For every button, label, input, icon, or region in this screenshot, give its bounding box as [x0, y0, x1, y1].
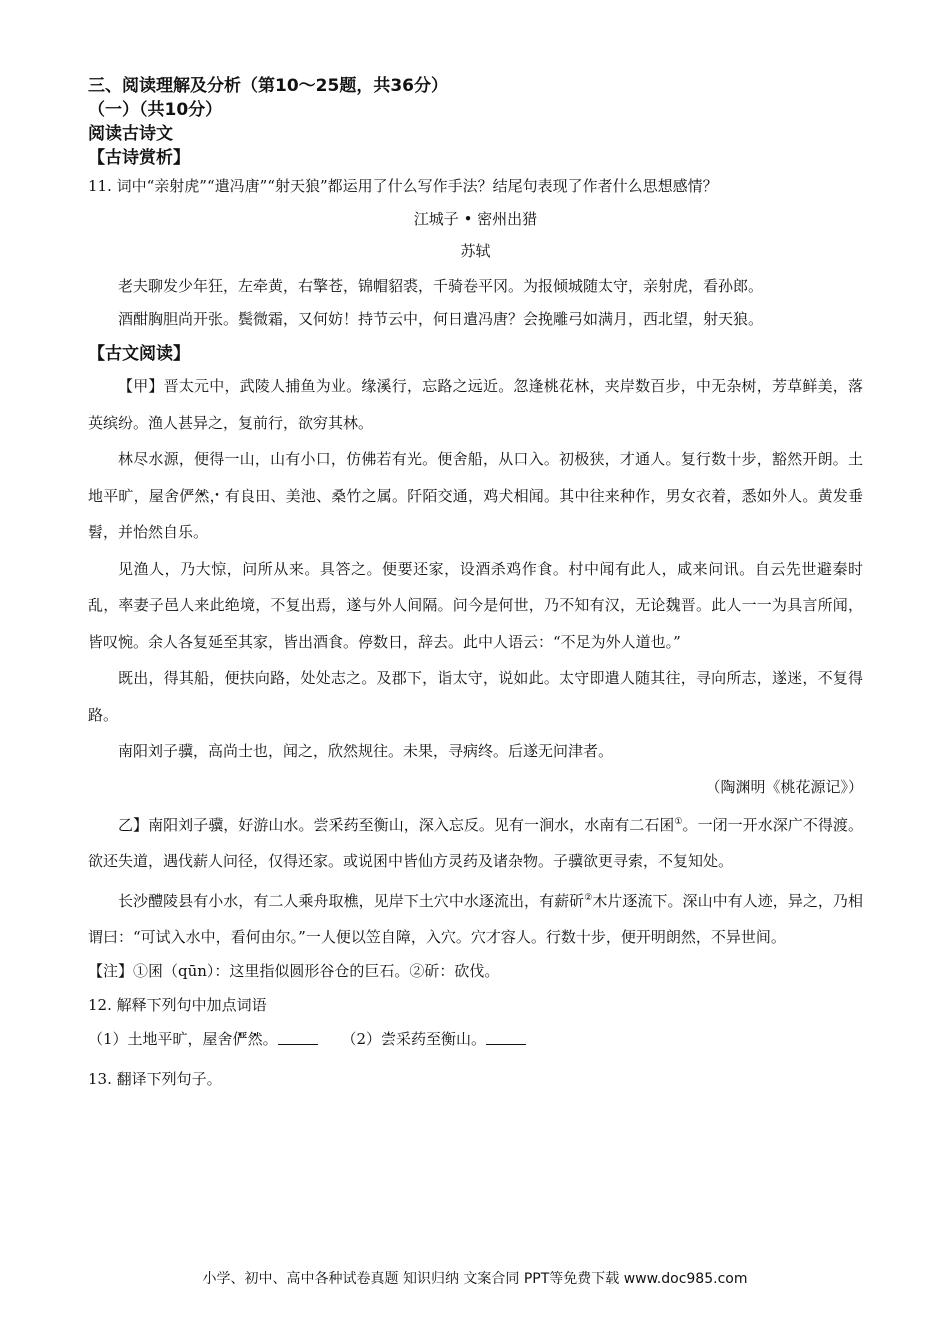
passage-jia [88, 368, 863, 804]
question-12-items: （1）土地平旷，屋舍• 俨• 然。 （2）• 尝采药至衡山。 [88, 1024, 863, 1054]
footnote-marker: ① [674, 816, 683, 827]
answer-blank[interactable] [486, 1030, 526, 1045]
poem-title: 江城子 • 密州出猎 [413, 210, 538, 228]
prose-heading: 【古文阅读】 [88, 344, 190, 364]
dotted-char: • 尝 [314, 816, 329, 834]
yi-paragraph-1: 乙】南阳刘子骥，好游山水。• 尝采药至衡山，深入忘反。见有一涧水，水南有二石囷①。一闭一开水深广不得渡。欲还失道，遇伐薪人问径，仅得还家。或说囷中皆仙方灵药及诸杂物。子骥欲更寻索，不复知处。 [88, 804, 863, 880]
jia-paragraph-2: 林尽水源，便得一山，山有小口，仿佛若有光。便舍船，从口入。初极狭，才通人。复行数十步，豁然开朗。土地平旷，屋舍• 俨• 然，有良田、美池、桑竹之属。阡陌交通，鸡犬相闻。其中往来种作，男女衣着，悉如外人。黄发垂髫，并怡然自乐。 [88, 441, 863, 551]
question-12: 12. 解释下列句中加点词语 [88, 995, 267, 1014]
page-footer: 小学、初中、高中各种试卷真题 知识归纳 文案合同 PPT等免费下载 www.doc985.com [202, 1271, 748, 1287]
part-title: （一）（共10分） [88, 100, 223, 120]
dotted-char: • 然 [248, 1030, 263, 1048]
document-page [88, 74, 863, 1094]
jia-paragraph-3: 见渔人，乃大惊，问所从来。具答之。便要还家，设酒杀鸡作食。村中闻有此人，咸来问讯。自云先世避秦时乱，率妻子邑人来此绝境，不复出焉，遂与外人间隔。问今是何世，乃不知有汉，无论魏晋。此人一一为具言所闻，皆叹惋。余人各复延至其家，皆出酒食。停数日，辞去。此中人语云：“不足为外人道也。” [88, 559, 863, 651]
question-13: 13. 翻译下列句子。 [88, 1069, 222, 1088]
poem-line-2: 酒酣胸胆尚开张。鬓微霜，又何妨！持节云中，何日遣冯唐？会挽雕弓如满月，西北望，射天狼。 [118, 310, 764, 328]
section-title: 三、阅读理解及分析（第10～25题，共36分） [88, 76, 448, 96]
question-11: 11. 词中“亲射虎”“遣冯唐”“射天狼”都运用了什么写作手法？结尾句表现了作者什么思想感情？ [88, 177, 718, 195]
dotted-char: • 尝 [381, 1030, 396, 1048]
passage-yi [88, 804, 863, 956]
footnote-marker: ② [584, 892, 593, 903]
notes: 【注】①囷（qūn）：这里指似圆形谷仓的巨石。②斫：砍伐。 [88, 961, 500, 980]
jia-paragraph-1: 【甲】晋太元中，武陵人捕鱼为业。缘溪行，忘路之远近。忽逢桃花林，夹岸数百步，中无杂树，芳草鲜美，落英缤纷。渔人甚异之，复前行，欲穷其林。 [88, 377, 863, 432]
jia-source: （陶渊明《桃花源记》） [705, 777, 863, 796]
poem-author: 苏轼 [460, 242, 491, 260]
poem-block [88, 206, 863, 336]
dotted-char: • 然 [194, 487, 209, 505]
jia-paragraph-5: 南阳刘子骥，高尚士也，闻之，欣然规往。未果，寻病终。后遂无问津者。 [118, 742, 614, 760]
poem-heading: 【古诗赏析】 [88, 148, 190, 168]
yi-paragraph-2: 长沙醴陵县有小水，有二人乘舟取樵，见岸下土穴中水逐流出，有薪斫②木片逐流下。深山中有人迹，异之，乃相谓曰：“可试入水中，看何由尔。”一人便以笠自障，入穴。穴才容人。行数十步，便开明朗然，不异世间。 [88, 891, 863, 946]
poem-line-1: 老夫聊发少年狂，左牵黄，右擎苍，锦帽貂裘，千骑卷平冈。为报倾城随太守，亲射虎，看孙郎。 [118, 277, 764, 295]
dotted-char: • 俨 [233, 1030, 248, 1048]
dotted-char: • 俨 [179, 487, 194, 505]
read-title: 阅读古诗文 [88, 124, 173, 144]
jia-paragraph-4: 既出，得其船，便扶向路，处处志之。及郡下，诣太守，说如此。太守即遣人随其往，寻向所志，遂迷，不复得路。 [88, 669, 863, 724]
answer-blank[interactable] [278, 1030, 318, 1045]
